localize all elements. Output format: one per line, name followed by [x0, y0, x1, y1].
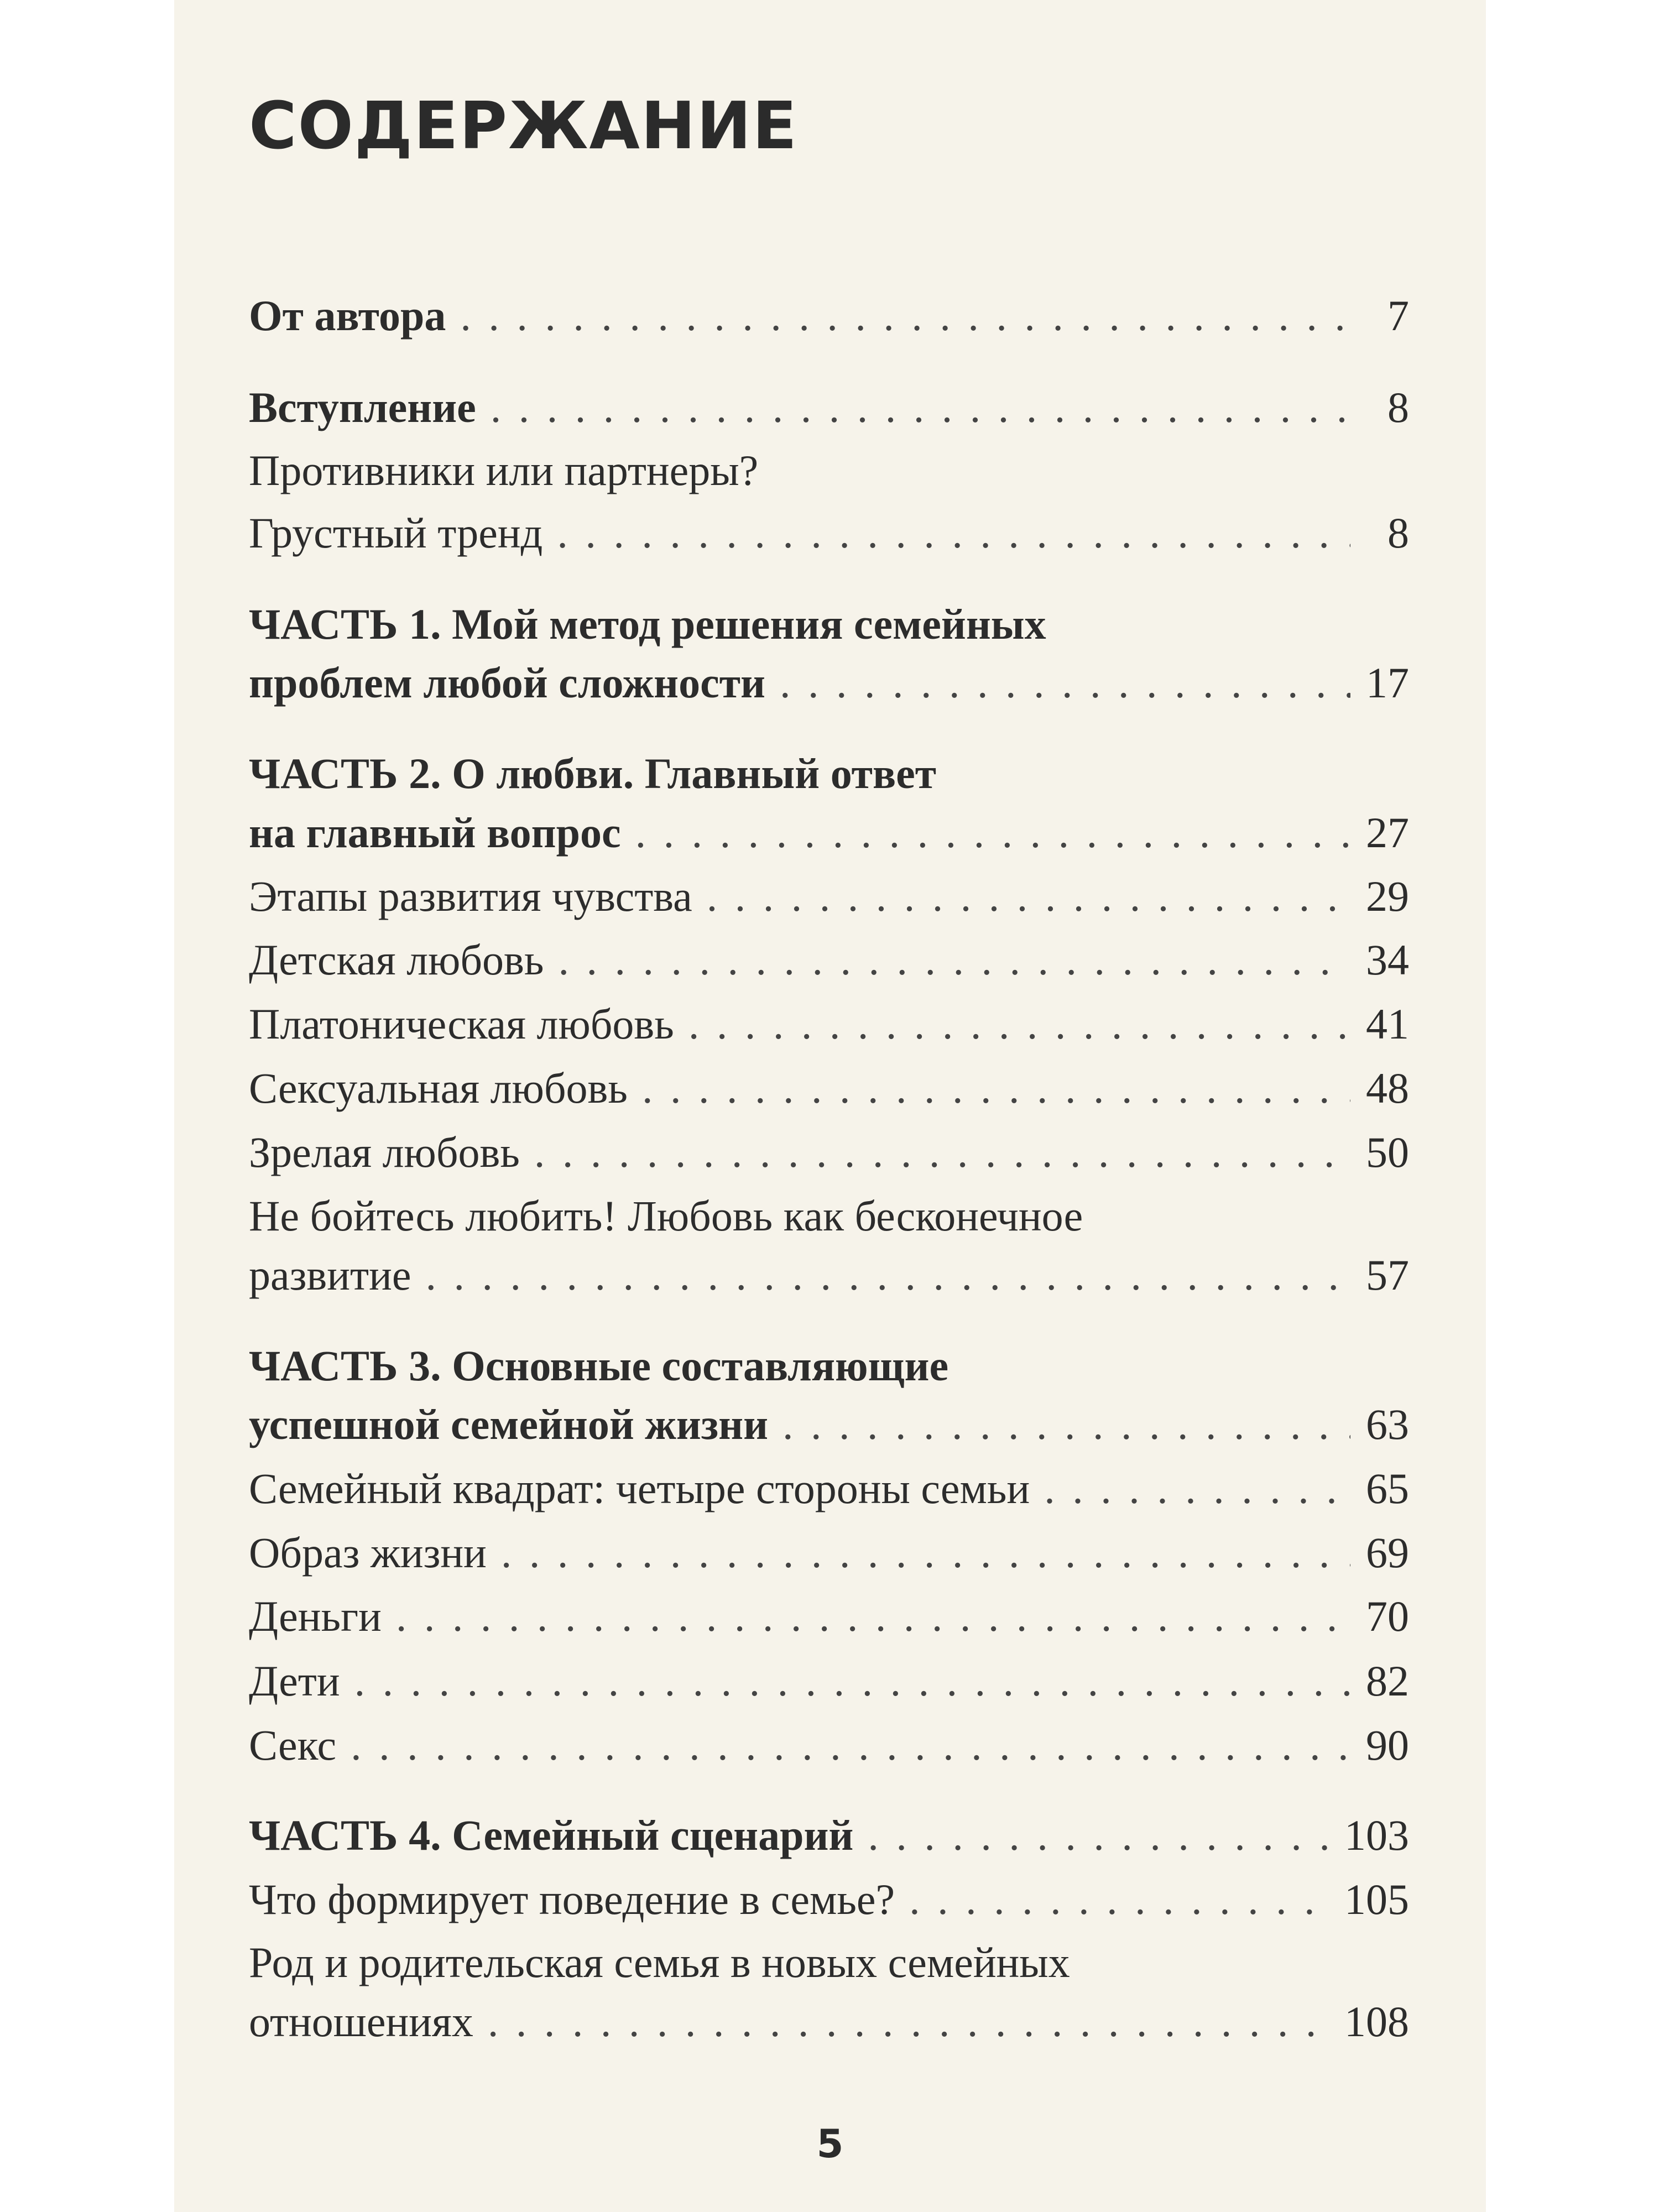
- toc-entry-page: 105: [1344, 1875, 1409, 1923]
- toc-entry-text: Противники или партнеры?: [249, 446, 759, 494]
- toc-entry-text: Семейный квадрат: четыре стороны семьи: [249, 1464, 1030, 1512]
- toc-entry-part-2-line-2: [249, 808, 1409, 857]
- leader-dots: [868, 1814, 1330, 1857]
- toc-entry-behavior: [249, 1875, 1409, 1923]
- toc-entry-from-author: [249, 291, 1409, 340]
- leader-dots: [642, 1067, 1350, 1110]
- toc-entry-children: [249, 1657, 1409, 1705]
- leader-dots: [501, 1531, 1350, 1574]
- toc-entry-sad-trend: [249, 509, 1409, 557]
- toc-entry-page: 7: [1387, 291, 1409, 340]
- leader-dots: [558, 938, 1350, 982]
- toc-entry-text: ЧАСТЬ 2. О любви. Главный ответ: [249, 749, 937, 797]
- toc-entry-introduction: [249, 383, 1409, 431]
- toc-entry-text: От автора: [249, 291, 446, 340]
- leader-dots: [354, 1660, 1350, 1703]
- leader-dots: [782, 1403, 1350, 1446]
- leader-dots: [460, 294, 1350, 337]
- toc-title: СОДЕРЖАНИЕ: [249, 87, 798, 164]
- leader-dots: [1044, 1467, 1350, 1510]
- toc-entry-text: Этапы развития чувства: [249, 872, 692, 920]
- toc-entry-text: Детская любовь: [249, 936, 544, 984]
- toc-entry-mature-love: [249, 1128, 1409, 1176]
- toc-entry-dont-fear-line-1: [249, 1194, 1409, 1238]
- toc-entry-page: 29: [1366, 872, 1409, 920]
- toc-entry-text: Образ жизни: [249, 1528, 487, 1577]
- leader-dots: [635, 811, 1350, 854]
- toc-entry-page: 63: [1366, 1400, 1409, 1448]
- toc-entry-part-2-line-1: [249, 749, 1409, 797]
- toc-entry-text: Деньги: [249, 1592, 382, 1640]
- toc-entry-text: ЧАСТЬ 3. Основные составляющие: [249, 1342, 949, 1390]
- toc-entry-text: на главный вопрос: [249, 808, 621, 857]
- toc-entry-page: 41: [1366, 1000, 1409, 1048]
- toc-entry-page: 17: [1366, 659, 1409, 707]
- toc-entry-stages: [249, 872, 1409, 920]
- leader-dots: [688, 1003, 1350, 1046]
- toc-entry-opponents-or-partners: [249, 446, 1409, 494]
- toc-entry-platonic-love: [249, 1000, 1409, 1048]
- leader-dots: [425, 1254, 1350, 1297]
- toc-entry-page: 50: [1366, 1128, 1409, 1176]
- toc-entry-text: Что формирует поведение в семье?: [249, 1875, 895, 1923]
- toc-entry-sexual-love: [249, 1064, 1409, 1112]
- toc-entry-text: Сексуальная любовь: [249, 1064, 628, 1112]
- toc-entry-family-line-1: [249, 1938, 1409, 1986]
- toc-entry-page: 8: [1387, 383, 1409, 431]
- toc-entry-part-1-line-2: [249, 661, 1409, 705]
- leader-dots: [534, 1131, 1350, 1174]
- toc-entry-page: 103: [1344, 1811, 1409, 1859]
- leader-dots: [707, 875, 1350, 918]
- leader-dots: [491, 386, 1350, 429]
- page-number: 5: [816, 2121, 844, 2167]
- toc-entry-text: отношениях: [249, 1997, 473, 2046]
- toc-entry-text: Грустный тренд: [249, 509, 543, 557]
- leader-dots: [488, 2000, 1330, 2043]
- toc-entry-page: 8: [1387, 509, 1409, 557]
- toc-entry-part-1-line-1: [249, 600, 1409, 648]
- toc-entry-page: 82: [1366, 1657, 1409, 1705]
- toc-entry-dont-fear-line-2: [249, 1251, 1409, 1299]
- leader-dots: [351, 1724, 1350, 1767]
- toc-entry-money: [249, 1592, 1409, 1640]
- leader-dots: [396, 1595, 1350, 1638]
- toc-entry-text: ЧАСТЬ 4. Семейный сценарий: [249, 1811, 854, 1859]
- toc-entry-family-square: [249, 1464, 1409, 1512]
- toc-entry-page: 108: [1344, 1997, 1409, 2046]
- toc-entry-page: 65: [1366, 1464, 1409, 1512]
- leader-dots: [780, 661, 1350, 705]
- toc-entry-childish-love: [249, 938, 1409, 982]
- toc-entry-page: 57: [1366, 1251, 1409, 1299]
- toc-entry-part-3-line-1: [249, 1342, 1409, 1390]
- toc-entry-page: 48: [1366, 1064, 1409, 1112]
- toc-entry-page: 34: [1366, 936, 1409, 984]
- toc-entry-family-line-2: [249, 1997, 1409, 2046]
- toc-entry-page: 70: [1366, 1592, 1409, 1640]
- toc-entry-text: Секс: [249, 1721, 337, 1769]
- toc-entry-part-4: [249, 1811, 1409, 1859]
- toc-entry-lifestyle: [249, 1528, 1409, 1577]
- book-page: [174, 0, 1486, 2212]
- toc-entry-text: Род и родительская семья в новых семейных: [249, 1938, 1070, 1986]
- toc-entry-text: Зрелая любовь: [249, 1128, 520, 1176]
- toc-entry-page: 90: [1366, 1721, 1409, 1769]
- toc-entry-text: Платоническая любовь: [249, 1000, 674, 1048]
- toc-entry-sex: [249, 1721, 1409, 1769]
- toc-entry-text: Дети: [249, 1657, 340, 1705]
- toc-entry-text: проблем любой сложности: [249, 659, 765, 707]
- toc-entry-text: ЧАСТЬ 1. Мой метод решения семейных: [249, 600, 1046, 648]
- toc-entry-page: 27: [1366, 808, 1409, 857]
- toc-entry-text: успешной семейной жизни: [249, 1400, 769, 1448]
- toc-entry-text: развитие: [249, 1251, 411, 1299]
- leader-dots: [557, 512, 1350, 555]
- toc-entry-part-3-line-2: [249, 1400, 1409, 1448]
- toc-entry-text: Вступление: [249, 383, 476, 431]
- leader-dots: [909, 1878, 1330, 1921]
- toc-entry-page: 69: [1366, 1528, 1409, 1577]
- toc-entry-text: Не бойтесь любить! Любовь как бесконечное: [249, 1192, 1083, 1240]
